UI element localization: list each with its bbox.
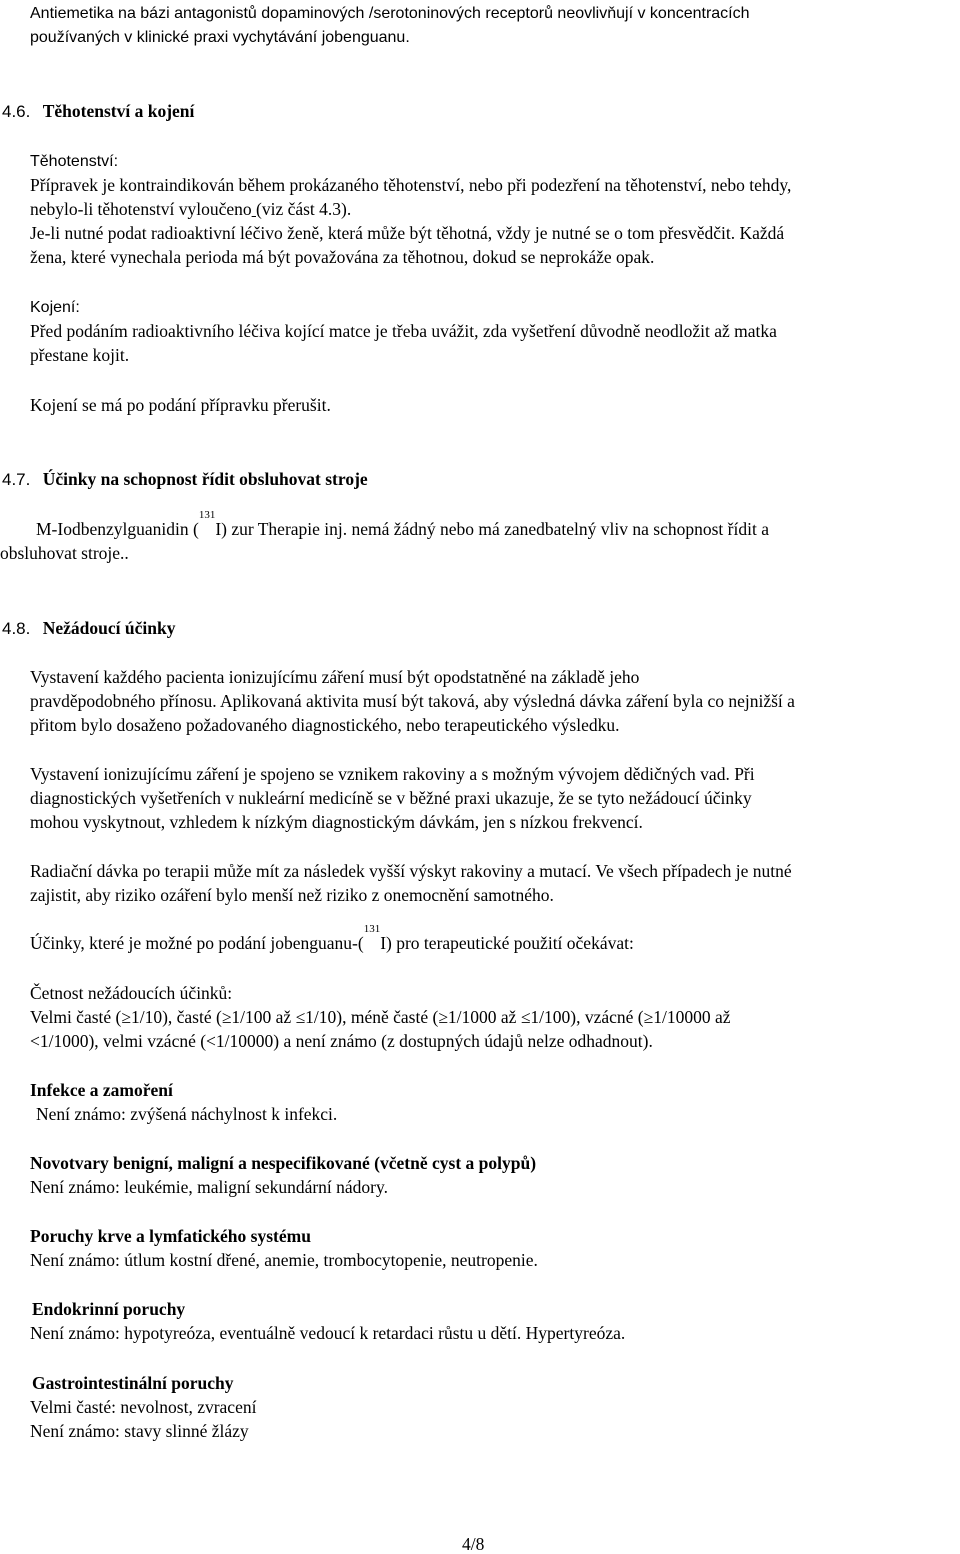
adverse-text-line: zajistit, aby riziko ozáření bylo menší než riziko z onemocnění samotného. bbox=[30, 885, 554, 905]
breastfeeding-text-line: přestane kojit. bbox=[30, 345, 130, 365]
section-4-8-heading bbox=[0, 617, 175, 641]
category-heading: Novotvary benigní, maligní a nespecifikované (včetně cyst a polypů) bbox=[30, 1153, 537, 1173]
category-text-line: Není známo: útlum kostní dřené, anemie, trombocytopenie, neutropenie. bbox=[30, 1250, 538, 1270]
adverse-text-line: mohou vyskytnout, vzhledem k nízkým diagnostickým dávkám, jen s nízkou frekvencí. bbox=[30, 812, 643, 832]
text-span: I) pro terapeutické použití očekávat: bbox=[380, 933, 634, 953]
pregnancy-label: Těhotenství: bbox=[30, 153, 119, 170]
section-number: 4.8. bbox=[2, 619, 31, 638]
adverse-text-line: pravděpodobného přínosu. Aplikovaná aktivita musí být taková, aby výsledná dávka záření byla co nejnižší a bbox=[30, 691, 795, 711]
category-heading: Infekce a zamoření bbox=[30, 1080, 173, 1100]
breastfeeding-text-line: Kojení se má po podání přípravku přerušit. bbox=[30, 395, 331, 415]
adverse-text-line: Radiační dávka po terapii může mít za následek vyšší výskyt rakoviny a mutací. Ve všech případech je nutné bbox=[30, 861, 792, 881]
text-span: (viz část 4.3). bbox=[256, 199, 352, 219]
category-text-line: Není známo: stavy slinné žlázy bbox=[30, 1421, 249, 1441]
text-span: I) zur Therapie inj. nemá žádný nebo má zanedbatelný vliv na schopnost řídit a bbox=[215, 519, 769, 539]
isotope-superscript: 131 bbox=[363, 923, 381, 935]
adverse-text-line bbox=[30, 923, 634, 956]
section-number: 4.7. bbox=[2, 470, 31, 489]
breastfeeding-label: Kojení: bbox=[30, 299, 80, 316]
page-number: 4/8 bbox=[462, 1534, 485, 1554]
category-heading: Gastrointestinální poruchy bbox=[32, 1373, 234, 1393]
text-span: nebylo-li těhotenství vyloučeno bbox=[30, 199, 252, 219]
category-heading: Endokrinní poruchy bbox=[32, 1299, 186, 1319]
section-title: Nežádoucí účinky bbox=[42, 618, 176, 638]
section-number: 4.6. bbox=[2, 102, 31, 121]
frequency-text-line: <1/1000), velmi vzácné (<1/10000) a není známo (z dostupných údajů nelze odhadnout). bbox=[30, 1031, 653, 1051]
isotope-superscript: 131 bbox=[198, 509, 216, 521]
intro-line-2: používaných v klinické praxi vychytávání jobenguanu. bbox=[30, 29, 410, 46]
adverse-text-line: přitom bylo dosaženo požadovaného diagnostického, nebo terapeutického výsledku. bbox=[30, 715, 620, 735]
category-text-line: Není známo: hypotyreóza, eventuálně vedoucí k retardaci růstu u dětí. Hypertyreóza. bbox=[30, 1323, 626, 1343]
category-text-line: Není známo: zvýšená náchylnost k infekci. bbox=[36, 1104, 338, 1124]
pregnancy-text-line: Přípravek je kontraindikován během prokázaného těhotenství, nebo při podezření na těhotenství, nebo tehdy, bbox=[30, 175, 792, 195]
category-text-line: Velmi časté: nevolnost, zvracení bbox=[30, 1397, 257, 1417]
pregnancy-text-line: Je-li nutné podat radioaktivní léčivo ženě, která může být těhotná, vždy je nutné se o tom přesvědčit. Každá bbox=[30, 223, 785, 243]
pregnancy-text-line bbox=[30, 198, 351, 222]
driving-text-line bbox=[36, 509, 769, 542]
pregnancy-text-line: žena, které vynechala perioda má být považována za těhotnou, dokud se neprokáže opak. bbox=[30, 247, 655, 267]
driving-text-line: obsluhovat stroje.. bbox=[0, 543, 129, 563]
text-span: M-Iodbenzylguanidin ( bbox=[36, 519, 199, 539]
frequency-text-line: Velmi časté (≥1/10), časté (≥1/100 až ≤1/10), méně časté (≥1/1000 až ≤1/100), vzácné (≥1/10000 až bbox=[30, 1007, 731, 1027]
adverse-text-line: Vystavení ionizujícímu záření je spojeno se vznikem rakoviny a s možným vývojem dědičných vad. Při bbox=[30, 764, 755, 784]
frequency-label: Četnost nežádoucích účinků: bbox=[30, 983, 233, 1003]
text-span: Účinky, které je možné po podání jobenguanu-( bbox=[30, 933, 364, 953]
category-heading: Poruchy krve a lymfatického systému bbox=[30, 1226, 311, 1246]
section-4-7-heading bbox=[0, 468, 368, 492]
adverse-text-line: Vystavení každého pacienta ionizujícímu záření musí být opodstatněné na základě jeho bbox=[30, 667, 640, 687]
intro-line-1: Antiemetika na bázi antagonistů dopaminových /serotoninových receptorů neovlivňují v koncentracích bbox=[30, 5, 750, 22]
section-title: Účinky na schopnost řídit obsluhovat stroje bbox=[42, 469, 368, 489]
breastfeeding-text-line: Před podáním radioaktivního léčiva kojící matce je třeba uvážit, zda vyšetření důvodně neodložit až matka bbox=[30, 321, 777, 341]
section-title: Těhotenství a kojení bbox=[42, 101, 195, 121]
category-text-line: Není známo: leukémie, maligní sekundární nádory. bbox=[30, 1177, 388, 1197]
section-4-6-heading bbox=[0, 100, 194, 124]
adverse-text-line: diagnostických vyšetřeních v nukleární medicíně se v běžné praxi ukazuje, že se tyto nežádoucí účinky bbox=[30, 788, 752, 808]
